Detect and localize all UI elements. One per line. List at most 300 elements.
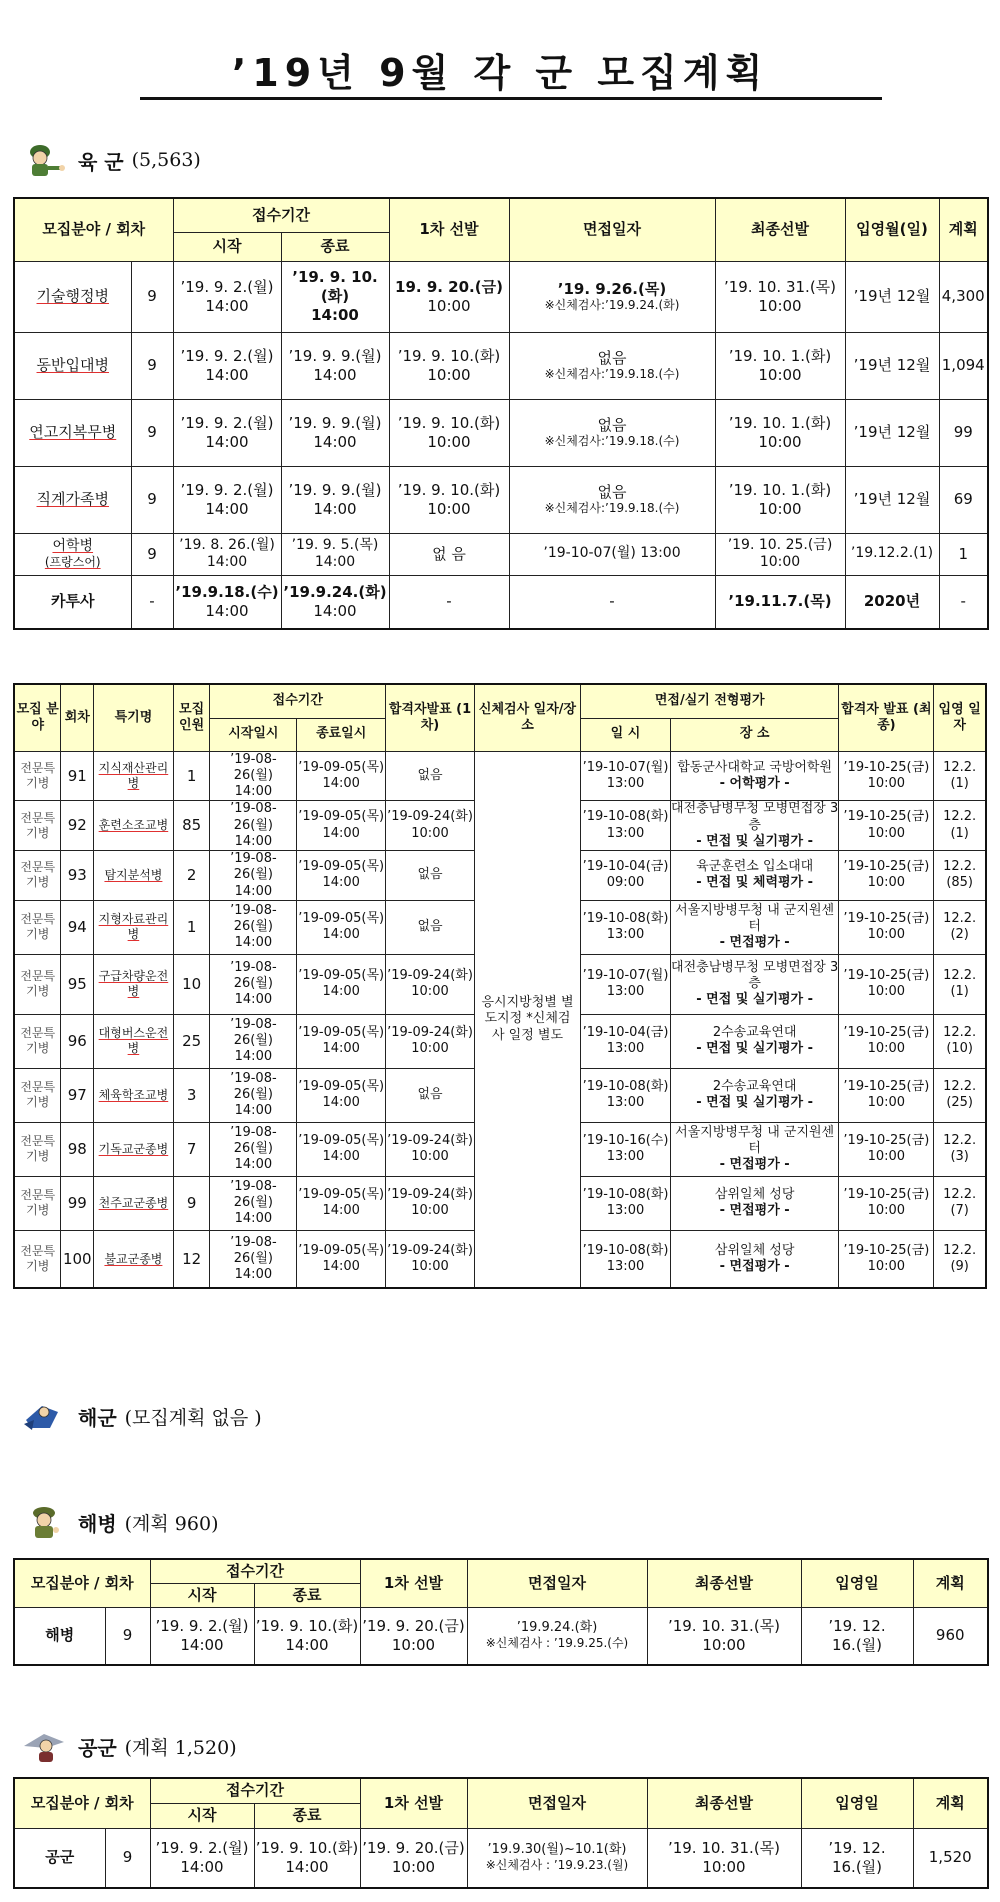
airforce-round: 9 bbox=[105, 1828, 150, 1888]
spec-count: 7 bbox=[173, 1122, 210, 1176]
spec-place: 대전충남병무청 모병면접장 3층 bbox=[671, 801, 839, 833]
spec-end: ’19-09-05(목) bbox=[298, 968, 385, 983]
spec-field: 전문특기병 bbox=[14, 851, 61, 901]
army-first: ’19. 9. 10.(화) bbox=[397, 346, 501, 365]
marine-total: (계획 960) bbox=[124, 1512, 219, 1535]
army-first-time: 10:00 bbox=[427, 432, 471, 451]
airforce-section-heading bbox=[22, 1728, 237, 1764]
spec-enlist: 12.2.(2) bbox=[934, 900, 986, 954]
army-enlist: ’19.12.2.(1) bbox=[845, 533, 939, 575]
spec-enlist: 12.2.(9) bbox=[934, 1230, 986, 1288]
spec-field: 전문특기병 bbox=[14, 751, 61, 801]
army-first-time: 10:00 bbox=[427, 365, 471, 384]
airforce-interview-note: ※신체검사 : ’19.9.23.(월) bbox=[485, 1858, 629, 1873]
army-plan: 1 bbox=[939, 533, 988, 575]
spec-first: ’19-09-24(화) bbox=[387, 809, 473, 825]
spec-end: ’19-09-05(목) bbox=[298, 1133, 385, 1148]
army-final: ’19. 10. 1.(화) bbox=[728, 413, 832, 432]
spec-specialty: 불교군종병 bbox=[104, 1251, 163, 1266]
marine-table bbox=[13, 1558, 989, 1666]
title-underline bbox=[140, 97, 882, 100]
spec-end: ’19-09-05(목) bbox=[298, 759, 385, 775]
marine-header-end: 종료 bbox=[254, 1583, 360, 1607]
army-start: ’19. 9. 2.(월) bbox=[180, 480, 274, 499]
spec-first: 없음 bbox=[417, 919, 443, 935]
army-end-time: 14:00 bbox=[313, 432, 357, 451]
spec-place: 대전충남병무청 모병면접장 3층 bbox=[671, 959, 839, 992]
airforce-total: (계획 1,520) bbox=[124, 1736, 237, 1759]
spec-round: 96 bbox=[61, 1014, 94, 1068]
army-final-time: 10:00 bbox=[758, 432, 802, 451]
spec-start-time: 14:00 bbox=[234, 992, 273, 1008]
spec-specialty: 기독교군종병 bbox=[98, 1141, 169, 1156]
spec-header-enlist: 입영 일자 bbox=[934, 684, 986, 751]
spec-field: 전문특기병 bbox=[14, 1122, 61, 1176]
army-header-final: 최종선발 bbox=[715, 198, 845, 261]
army-interview: ’19. 9.26.(목) bbox=[557, 279, 667, 298]
marine-header-enlist: 입영일 bbox=[801, 1559, 913, 1607]
spec-date: ’19-10-07(월) bbox=[582, 968, 669, 983]
airforce-table bbox=[13, 1777, 989, 1889]
army-start-time: 14:00 bbox=[205, 296, 249, 315]
spec-enlist: 12.2.(1) bbox=[934, 954, 986, 1014]
spec-specialty: 훈련소조교병 bbox=[98, 818, 169, 833]
spec-first: 없음 bbox=[417, 1087, 443, 1103]
spec-header-end: 종료일시 bbox=[297, 718, 386, 751]
spec-round: 95 bbox=[61, 954, 94, 1014]
airforce-enlist: ’19. 12. bbox=[828, 1839, 886, 1857]
spec-first: ’19-09-24(화) bbox=[387, 1242, 473, 1258]
army-title: 육 군 bbox=[78, 149, 124, 174]
army-first: 없 음 bbox=[389, 533, 509, 575]
spec-end-time: 14:00 bbox=[322, 1149, 360, 1165]
army-interview: 없음 bbox=[597, 415, 627, 434]
spec-start-time: 14:00 bbox=[234, 935, 273, 951]
spec-end: ’19-09-05(목) bbox=[298, 1079, 385, 1094]
table-row bbox=[14, 261, 988, 332]
navy-note: (모집계획 없음 ) bbox=[124, 1406, 262, 1429]
army-interview-note: ※신체검사:’19.9.18.(수) bbox=[544, 501, 680, 516]
spec-enlist: 12.2.(25) bbox=[934, 1068, 986, 1122]
spec-end-time: 14:00 bbox=[322, 984, 360, 1000]
army-header-start: 시작 bbox=[173, 232, 281, 261]
spec-end-time: 14:00 bbox=[322, 775, 360, 791]
airforce-final-time: 10:00 bbox=[702, 1857, 746, 1876]
army-header-interview: 면접일자 bbox=[509, 198, 715, 261]
marine-interview-note: ※신체검사 : ’19.9.25.(수) bbox=[485, 1636, 629, 1651]
army-field: 직계가족병 bbox=[36, 490, 109, 509]
spec-start-time: 14:00 bbox=[234, 1211, 273, 1227]
spec-header-eval: 면접/실기 전형평가 bbox=[581, 684, 839, 718]
airforce-plan: 1,520 bbox=[913, 1828, 988, 1888]
army-first: ’19. 9. 10.(화) bbox=[397, 413, 501, 432]
spec-start: ’19-08-26(월) bbox=[230, 1178, 277, 1211]
spec-first-time: 10:00 bbox=[411, 1149, 449, 1165]
army-interview: ’19-10-07(월) 13:00 bbox=[509, 533, 715, 575]
spec-place: 육군훈련소 입소대대 bbox=[696, 859, 814, 875]
airforce-header-final: 최종선발 bbox=[647, 1778, 801, 1828]
spec-specialty: 지식재산관리병 bbox=[98, 760, 169, 790]
army-first-time: 10:00 bbox=[427, 499, 471, 518]
marine-final-time: 10:00 bbox=[702, 1635, 746, 1654]
spec-date: ’19-10-08(화) bbox=[582, 809, 669, 825]
spec-place: 삼위일체 성당 bbox=[714, 1242, 795, 1258]
army-final: ’19. 10. 31.(목) bbox=[723, 277, 837, 296]
army-end: ’19. 9. 9.(월) bbox=[288, 480, 382, 499]
spec-end-time: 14:00 bbox=[322, 1095, 360, 1111]
spec-header-first: 합격자발표 (1차) bbox=[386, 684, 475, 751]
spec-start: ’19-08-26(월) bbox=[230, 751, 277, 783]
army-start: ’19. 8. 26.(월) bbox=[179, 536, 275, 553]
spec-place-note: - 면접 및 체력평가 - bbox=[696, 875, 814, 891]
army-end-time: 14:00 bbox=[313, 601, 357, 620]
army-end: ’19. 9. 10.(화) bbox=[292, 268, 378, 306]
army-end-time: 14:00 bbox=[313, 365, 357, 384]
army-round: 9 bbox=[131, 332, 173, 399]
spec-date: ’19-10-08(화) bbox=[582, 1187, 669, 1202]
spec-place: 합동군사대학교 국방어학원 bbox=[677, 759, 833, 775]
spec-field: 전문특기병 bbox=[14, 954, 61, 1014]
airforce-header-interview: 면접일자 bbox=[467, 1778, 647, 1828]
spec-place: 2수송교육연대 bbox=[712, 1079, 797, 1094]
spec-final: ’19-10-25(금) bbox=[843, 968, 930, 983]
spec-header-date: 일 시 bbox=[581, 718, 671, 751]
army-plan: 4,300 bbox=[939, 261, 988, 332]
spec-header-medical: 신체검사 일자/장소 bbox=[474, 684, 580, 751]
army-final: ’19. 10. 1.(화) bbox=[728, 480, 832, 499]
army-first: 19. 9. 20.(금) bbox=[395, 277, 503, 296]
spec-field: 전문특기병 bbox=[14, 1230, 61, 1288]
army-end: ’19.9.24.(화) bbox=[283, 583, 387, 601]
spec-start: ’19-08-26(월) bbox=[230, 801, 277, 833]
spec-place-note: - 면접평가 - bbox=[719, 935, 790, 951]
marine-mascot-icon bbox=[22, 1504, 66, 1540]
spec-final: ’19-10-25(금) bbox=[843, 859, 930, 875]
spec-first: 없음 bbox=[417, 867, 443, 883]
army-final-time: 10:00 bbox=[758, 296, 802, 315]
spec-start: ’19-08-26(월) bbox=[230, 902, 277, 935]
spec-final-time: 10:00 bbox=[867, 775, 906, 791]
navy-title: 해군 bbox=[78, 1405, 117, 1430]
marine-start: ’19. 9. 2.(월) bbox=[155, 1617, 249, 1635]
army-header-enlist: 입영월(일) bbox=[845, 198, 939, 261]
spec-header-round: 회차 bbox=[61, 684, 94, 751]
army-final-time: 10:00 bbox=[758, 499, 802, 518]
spec-medical: 응시지방청별 별도지정 *신체검사 일정 별도 bbox=[474, 751, 580, 1288]
spec-date-time: 13:00 bbox=[606, 1259, 645, 1274]
spec-start: ’19-08-26(월) bbox=[230, 1124, 277, 1157]
spec-first: ’19-09-24(화) bbox=[387, 1025, 473, 1040]
spec-round: 98 bbox=[61, 1122, 94, 1176]
marine-header-plan: 계획 bbox=[913, 1559, 988, 1607]
spec-end-time: 14:00 bbox=[322, 1041, 360, 1057]
army-enlist: ’19년 12월 bbox=[845, 399, 939, 466]
spec-field: 전문특기병 bbox=[14, 1014, 61, 1068]
marine-section-heading bbox=[22, 1504, 218, 1540]
army-field: 카투사 bbox=[14, 575, 131, 629]
spec-round: 92 bbox=[61, 801, 94, 851]
airforce-header-start: 시작 bbox=[150, 1803, 254, 1828]
spec-field: 전문특기병 bbox=[14, 801, 61, 851]
table-row bbox=[14, 466, 988, 533]
spec-count: 85 bbox=[173, 801, 210, 851]
airforce-start: ’19. 9. 2.(월) bbox=[155, 1839, 249, 1857]
spec-start-time: 14:00 bbox=[234, 883, 273, 899]
army-total: (5,563) bbox=[131, 149, 201, 171]
army-enlist: ’19년 12월 bbox=[845, 466, 939, 533]
spec-final-time: 10:00 bbox=[867, 875, 906, 891]
army-header-period: 접수기간 bbox=[173, 198, 389, 232]
table-row bbox=[14, 332, 988, 399]
navy-section-heading bbox=[22, 1398, 262, 1434]
spec-round: 97 bbox=[61, 1068, 94, 1122]
army-round: 9 bbox=[131, 533, 173, 575]
spec-date-time: 13:00 bbox=[606, 1095, 645, 1111]
spec-end: ’19-09-05(목) bbox=[298, 1242, 385, 1258]
spec-end: ’19-09-05(목) bbox=[298, 1025, 385, 1040]
spec-date: ’19-10-08(화) bbox=[582, 911, 669, 926]
spec-count: 12 bbox=[173, 1230, 210, 1288]
airforce-mascot-icon bbox=[22, 1728, 66, 1764]
spec-count: 10 bbox=[173, 954, 210, 1014]
spec-enlist: 12.2.(3) bbox=[934, 1122, 986, 1176]
spec-end-time: 14:00 bbox=[322, 1203, 360, 1219]
spec-specialty: 천주교군종병 bbox=[98, 1195, 169, 1210]
army-first: - bbox=[389, 575, 509, 629]
spec-first-time: 10:00 bbox=[411, 825, 449, 841]
marine-header-field: 모집분야 / 회차 bbox=[14, 1559, 150, 1607]
army-enlist: ’19년 12월 bbox=[845, 261, 939, 332]
army-first-time: 10:00 bbox=[427, 296, 471, 315]
page-title: ’19년 9월 각 군 모집계획 bbox=[231, 51, 769, 95]
army-field: 어학병 bbox=[52, 537, 94, 554]
spec-field: 전문특기병 bbox=[14, 1176, 61, 1230]
spec-place-note: - 면접 및 실기평가 - bbox=[696, 1095, 814, 1111]
army-plan: 1,094 bbox=[939, 332, 988, 399]
spec-header-place: 장 소 bbox=[670, 718, 838, 751]
spec-end-time: 14:00 bbox=[322, 825, 360, 841]
spec-start: ’19-08-26(월) bbox=[230, 1016, 277, 1049]
marine-header-final: 최종선발 bbox=[647, 1559, 801, 1607]
army-start-time: 14:00 bbox=[205, 365, 249, 384]
spec-count: 2 bbox=[173, 851, 210, 901]
spec-enlist: 12.2.(1) bbox=[934, 751, 986, 801]
army-round: 9 bbox=[131, 466, 173, 533]
spec-count: 1 bbox=[173, 751, 210, 801]
spec-date-time: 13:00 bbox=[606, 1149, 645, 1165]
spec-header-final: 합격자 발표 (최종) bbox=[839, 684, 934, 751]
spec-round: 91 bbox=[61, 751, 94, 801]
spec-start: ’19-08-26(월) bbox=[230, 959, 277, 992]
marine-first-time: 10:00 bbox=[391, 1635, 436, 1654]
spec-end: ’19-09-05(목) bbox=[298, 859, 385, 875]
spec-header-count: 모집 인원 bbox=[173, 684, 210, 751]
airforce-first: ’19. 9. 20.(금) bbox=[362, 1839, 465, 1857]
spec-final-time: 10:00 bbox=[867, 927, 906, 943]
army-final: ’19. 10. 25.(금) bbox=[727, 536, 833, 553]
marine-enlist-day: 16.(월) bbox=[831, 1635, 883, 1654]
marine-end: ’19. 9. 10.(화) bbox=[255, 1617, 359, 1635]
army-start: ’19. 9. 2.(월) bbox=[180, 277, 274, 296]
spec-specialty: 구급차량운전병 bbox=[98, 969, 169, 999]
spec-date: ’19-10-07(월) bbox=[582, 759, 669, 775]
spec-start: ’19-08-26(월) bbox=[230, 1234, 277, 1266]
spec-enlist: 12.2.(7) bbox=[934, 1176, 986, 1230]
spec-start: ’19-08-26(월) bbox=[230, 851, 277, 883]
army-final-time: 10:00 bbox=[758, 365, 802, 384]
marine-enlist: ’19. 12. bbox=[828, 1617, 886, 1635]
spec-place: 2수송교육연대 bbox=[712, 1025, 797, 1040]
spec-place-note: - 면접 및 실기평가 - bbox=[696, 1041, 814, 1057]
spec-specialty: 탐지분석병 bbox=[104, 867, 163, 882]
army-round: 9 bbox=[131, 261, 173, 332]
spec-end-time: 14:00 bbox=[322, 875, 360, 891]
army-section-heading bbox=[22, 142, 201, 178]
spec-round: 100 bbox=[61, 1230, 94, 1288]
spec-final-time: 10:00 bbox=[867, 1095, 906, 1111]
airforce-enlist-day: 16.(월) bbox=[831, 1857, 883, 1876]
spec-specialty: 지형자료관리병 bbox=[98, 912, 169, 942]
spec-final: ’19-10-25(금) bbox=[843, 1242, 930, 1258]
airforce-header-field: 모집분야 / 회차 bbox=[14, 1778, 150, 1828]
table-row bbox=[14, 751, 986, 801]
army-header-field: 모집분야 / 회차 bbox=[14, 198, 173, 261]
spec-header-start: 시작일시 bbox=[210, 718, 297, 751]
spec-first-time: 10:00 bbox=[411, 1041, 449, 1057]
airforce-field: 공군 bbox=[14, 1828, 105, 1888]
spec-end: ’19-09-05(목) bbox=[298, 911, 385, 926]
army-end-time: 14:00 bbox=[313, 499, 357, 518]
table-row bbox=[14, 399, 988, 466]
airforce-end-time: 14:00 bbox=[285, 1857, 329, 1876]
spec-final-time: 10:00 bbox=[867, 1203, 906, 1219]
spec-header-period: 접수기간 bbox=[210, 684, 386, 718]
army-interview: 없음 bbox=[597, 348, 627, 367]
table-row bbox=[14, 575, 988, 629]
army-start-time: 14:00 bbox=[205, 601, 249, 620]
airforce-final: ’19. 10. 31.(목) bbox=[667, 1839, 781, 1857]
army-enlist: 2020년 bbox=[845, 575, 939, 629]
army-start-time: 14:00 bbox=[206, 554, 248, 570]
specialist-table bbox=[13, 683, 987, 1289]
army-mascot-icon bbox=[22, 142, 66, 178]
army-plan: - bbox=[939, 575, 988, 629]
marine-round: 9 bbox=[105, 1607, 150, 1665]
spec-date: ’19-10-16(수) bbox=[582, 1133, 669, 1148]
army-interview-note: ※신체검사:’19.9.18.(수) bbox=[544, 367, 680, 382]
spec-first-time: 10:00 bbox=[411, 1259, 449, 1274]
table-row bbox=[14, 1828, 988, 1888]
spec-place-note: - 면접평가 - bbox=[719, 1157, 790, 1173]
army-field: 기술행정병 bbox=[36, 287, 109, 306]
airforce-header-first: 1차 선발 bbox=[360, 1778, 467, 1828]
spec-enlist: 12.2.(1) bbox=[934, 801, 986, 851]
spec-enlist: 12.2.(10) bbox=[934, 1014, 986, 1068]
army-end: ’19. 9. 9.(월) bbox=[288, 346, 382, 365]
spec-place: 삼위일체 성당 bbox=[714, 1187, 795, 1202]
army-interview: - bbox=[509, 575, 715, 629]
army-field: 동반입대병 bbox=[36, 356, 109, 375]
marine-first: ’19. 9. 20.(금) bbox=[362, 1617, 465, 1635]
spec-round: 94 bbox=[61, 900, 94, 954]
army-final: ’19.11.7.(목) bbox=[715, 575, 845, 629]
airforce-interview: ’19.9.30(월)~10.1(화) bbox=[487, 1842, 627, 1858]
spec-final-time: 10:00 bbox=[867, 1149, 906, 1165]
spec-date: ’19-10-08(화) bbox=[582, 1079, 669, 1094]
army-header-plan: 계획 bbox=[939, 198, 988, 261]
spec-start-time: 14:00 bbox=[234, 1049, 273, 1065]
marine-header-first: 1차 선발 bbox=[360, 1559, 467, 1607]
army-interview-note: ※신체검사:’19.9.18.(수) bbox=[544, 434, 680, 449]
army-field-sub: (프랑스어) bbox=[44, 555, 101, 570]
airforce-start-time: 14:00 bbox=[180, 1857, 224, 1876]
marine-header-interview: 면접일자 bbox=[467, 1559, 647, 1607]
spec-start: ’19-08-26(월) bbox=[230, 1070, 277, 1103]
spec-final-time: 10:00 bbox=[867, 825, 906, 841]
spec-final: ’19-10-25(금) bbox=[843, 809, 930, 825]
army-header-first: 1차 선발 bbox=[389, 198, 509, 261]
spec-field: 전문특기병 bbox=[14, 900, 61, 954]
army-start: ’19. 9. 2.(월) bbox=[180, 413, 274, 432]
spec-final: ’19-10-25(금) bbox=[843, 1187, 930, 1202]
spec-field: 전문특기병 bbox=[14, 1068, 61, 1122]
airforce-header-enlist: 입영일 bbox=[801, 1778, 913, 1828]
spec-start-time: 14:00 bbox=[234, 833, 273, 849]
specialist-rows bbox=[14, 751, 986, 1288]
spec-count: 25 bbox=[173, 1014, 210, 1068]
spec-header-specialty: 특기명 bbox=[94, 684, 174, 751]
spec-date-time: 13:00 bbox=[606, 1203, 645, 1219]
spec-header-field: 모집 분야 bbox=[14, 684, 61, 751]
army-final-time: 10:00 bbox=[759, 554, 801, 570]
army-end: ’19. 9. 5.(목) bbox=[291, 536, 379, 553]
spec-round: 99 bbox=[61, 1176, 94, 1230]
spec-final-time: 10:00 bbox=[867, 984, 906, 1000]
spec-count: 3 bbox=[173, 1068, 210, 1122]
spec-final-time: 10:00 bbox=[867, 1259, 906, 1274]
spec-end: ’19-09-05(목) bbox=[298, 809, 385, 825]
army-end: ’19. 9. 9.(월) bbox=[288, 413, 382, 432]
spec-date-time: 13:00 bbox=[606, 984, 645, 1000]
spec-start-time: 14:00 bbox=[234, 1103, 273, 1119]
spec-place-note: - 면접 및 실기평가 - bbox=[696, 992, 814, 1008]
airforce-first-time: 10:00 bbox=[391, 1857, 436, 1876]
army-plan: 69 bbox=[939, 466, 988, 533]
spec-first: ’19-09-24(화) bbox=[387, 968, 473, 983]
army-start-time: 14:00 bbox=[205, 432, 249, 451]
spec-first: ’19-09-24(화) bbox=[387, 1187, 473, 1202]
spec-place: 서울지방병무청 내 군지원센터 bbox=[675, 902, 835, 935]
army-table bbox=[13, 197, 989, 630]
spec-start-time: 14:00 bbox=[234, 1157, 273, 1173]
spec-date: ’19-10-04(금) bbox=[582, 1025, 669, 1040]
spec-date-time: 09:00 bbox=[606, 875, 645, 891]
spec-end-time: 14:00 bbox=[322, 927, 360, 943]
army-field: 연고지복무병 bbox=[29, 423, 117, 442]
spec-date: ’19-10-04(금) bbox=[582, 859, 669, 875]
army-end-time: 14:00 bbox=[311, 305, 359, 324]
table-row bbox=[14, 533, 988, 575]
army-enlist: ’19년 12월 bbox=[845, 332, 939, 399]
spec-final: ’19-10-25(금) bbox=[843, 1025, 930, 1040]
airforce-header-end: 종료 bbox=[254, 1803, 360, 1828]
spec-place: 서울지방병무청 내 군지원센터 bbox=[675, 1124, 835, 1157]
navy-mascot-icon bbox=[22, 1398, 66, 1434]
spec-date-time: 13:00 bbox=[606, 927, 645, 943]
army-plan: 99 bbox=[939, 399, 988, 466]
army-start: ’19. 9. 2.(월) bbox=[180, 346, 274, 365]
spec-date-time: 13:00 bbox=[606, 1041, 645, 1057]
